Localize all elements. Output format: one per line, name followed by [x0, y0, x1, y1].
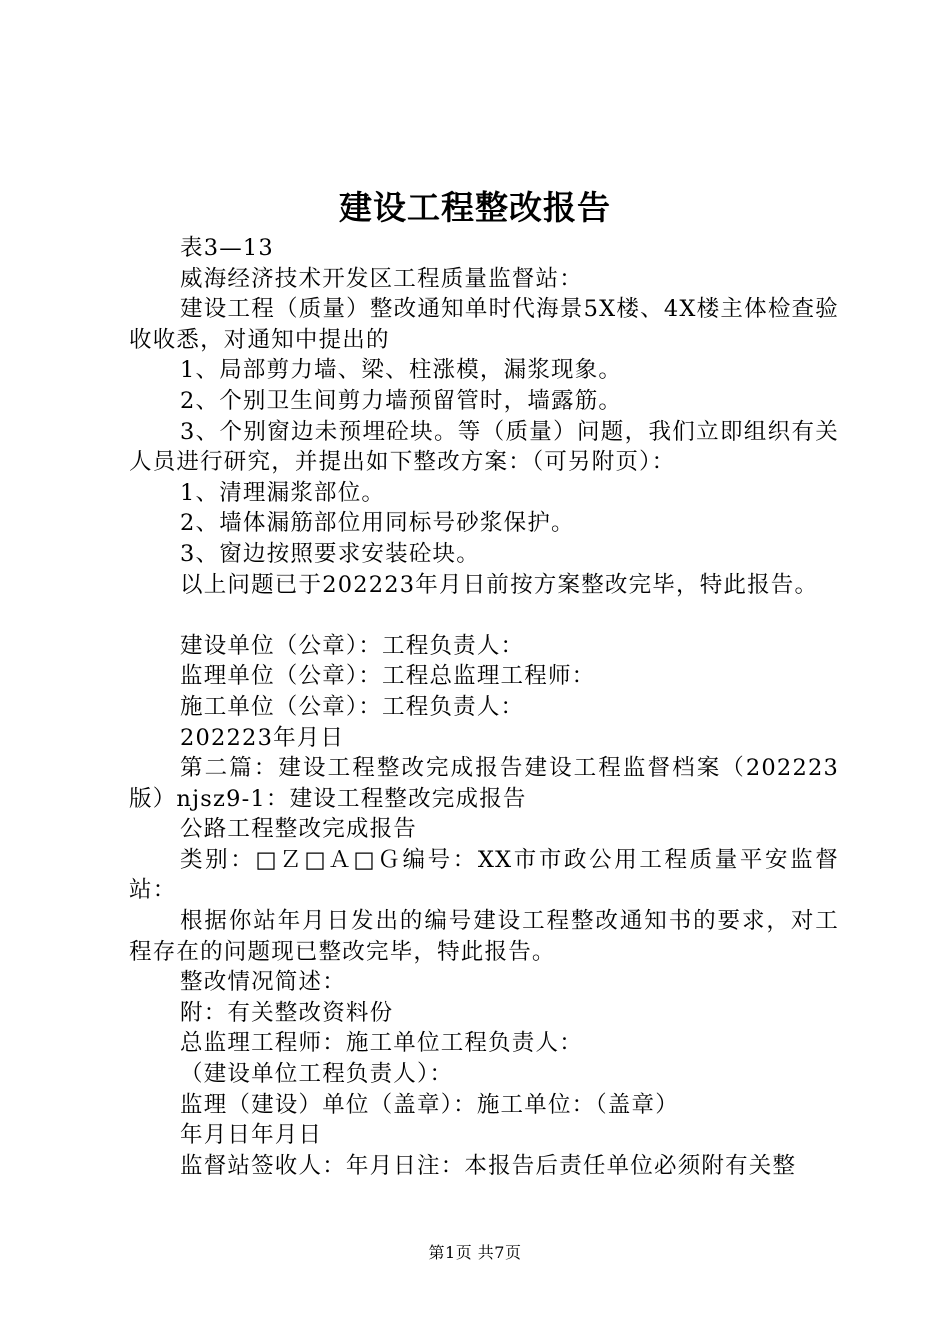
- paragraph: 202223年月日: [180, 724, 345, 751]
- document-body: [129, 233, 839, 1181]
- paragraph: 监理（建设）单位（盖章）：施工单位：（盖章）: [180, 1091, 679, 1118]
- page-number: 第1页 共7页: [428, 1243, 522, 1262]
- paragraph: 建设单位（公章）：工程负责人：: [180, 632, 525, 659]
- paragraph: 3、个别窗边未预埋砼块。等（质量）问题，我们立即组织有关人员进行研究，并提出如下整改方案：（可另附页）：: [129, 418, 839, 476]
- paragraph: 1、清理漏浆部位。: [180, 479, 386, 506]
- paragraph: 公路工程整改完成报告: [180, 816, 418, 843]
- paragraph: 监督站签收人：年月日注：本报告后责任单位必须附有关整: [180, 1152, 797, 1179]
- paragraph: 2、墙体漏筋部位用同标号砂浆保护。: [180, 510, 575, 537]
- blank-line: [129, 600, 839, 631]
- paragraph: 整改情况简述：: [180, 969, 346, 996]
- paragraph: 类别：□Ｚ□Ａ□Ｇ编号：XX市市政公用工程质量平安监督站：: [129, 846, 839, 904]
- paragraph: 表3—13: [180, 235, 274, 261]
- paragraph: 以上问题已于202223年月日前按方案整改完毕，特此报告。: [180, 571, 819, 598]
- paragraph: 附：有关整改资料份: [180, 999, 394, 1026]
- paragraph: 3、窗边按照要求安装砼块。: [180, 540, 480, 567]
- paragraph: 年月日年月日: [180, 1122, 323, 1149]
- paragraph: （建设单位工程负责人）：: [180, 1061, 454, 1088]
- paragraph: 建设工程（质量）整改通知单时代海景5X楼、4X楼主体检查验收收悉，对通知中提出的: [129, 296, 839, 353]
- paragraph: 1、局部剪力墙、梁、柱涨模，漏浆现象。: [180, 357, 623, 384]
- document-title: 建设工程整改报告: [339, 188, 611, 227]
- paragraph: 2、个别卫生间剪力墙预留管时，墙露筋。: [180, 387, 623, 414]
- paragraph: 根据你站年月日发出的编号建设工程整改通知书的要求，对工程存在的问题现已整改完毕，特此报告。: [129, 908, 839, 965]
- paragraph: 施工单位（公章）：工程负责人：: [180, 693, 525, 720]
- paragraph: 监理单位（公章）：工程总监理工程师：: [180, 663, 596, 690]
- paragraph: 威海经济技术开发区工程质量监督站：: [180, 265, 583, 292]
- paragraph: 总监理工程师：施工单位工程负责人：: [180, 1030, 583, 1057]
- paragraph: 第二篇：建设工程整改完成报告建设工程监督档案（202223版）njsz9-1：建设工程整改完成报告: [129, 755, 839, 812]
